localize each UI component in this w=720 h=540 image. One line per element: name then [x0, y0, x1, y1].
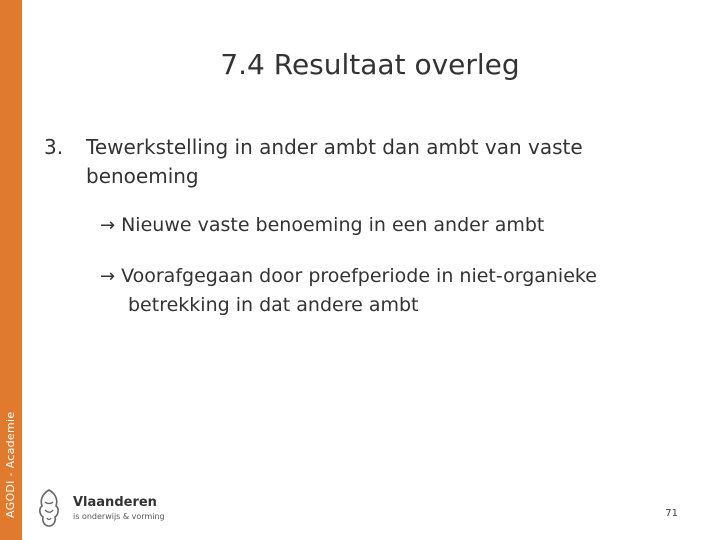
slide-title: 7.4 Resultaat overleg — [220, 48, 520, 81]
sub-point-1-text: Nieuwe vaste benoeming in een ander ambt — [121, 214, 545, 236]
sidebar-band — [0, 0, 22, 540]
lion-icon — [33, 486, 65, 530]
point-3 — [44, 133, 644, 191]
arrow-right-icon: → — [100, 266, 116, 287]
sub-point-2 — [100, 262, 690, 320]
sub-point-1 — [100, 211, 690, 240]
arrow-right-icon: → — [100, 215, 116, 236]
logo-name: Vlaanderen — [73, 495, 157, 510]
page-number: 71 — [665, 508, 678, 519]
point-line-2: benoeming — [86, 164, 199, 188]
point-number: 3. — [44, 135, 64, 159]
vlaanderen-logo — [33, 486, 183, 530]
sub-point-2-line-1: Voorafgegaan door proefperiode in niet-organieke — [121, 265, 597, 287]
point-line-1: Tewerkstelling in ander ambt dan ambt van vaste — [86, 135, 583, 159]
logo-subtitle: is onderwijs & vorming — [73, 512, 165, 521]
sidebar-label: AGODI - Academie — [4, 411, 17, 518]
sub-point-2-line-2: betrekking in dat andere ambt — [128, 294, 419, 316]
